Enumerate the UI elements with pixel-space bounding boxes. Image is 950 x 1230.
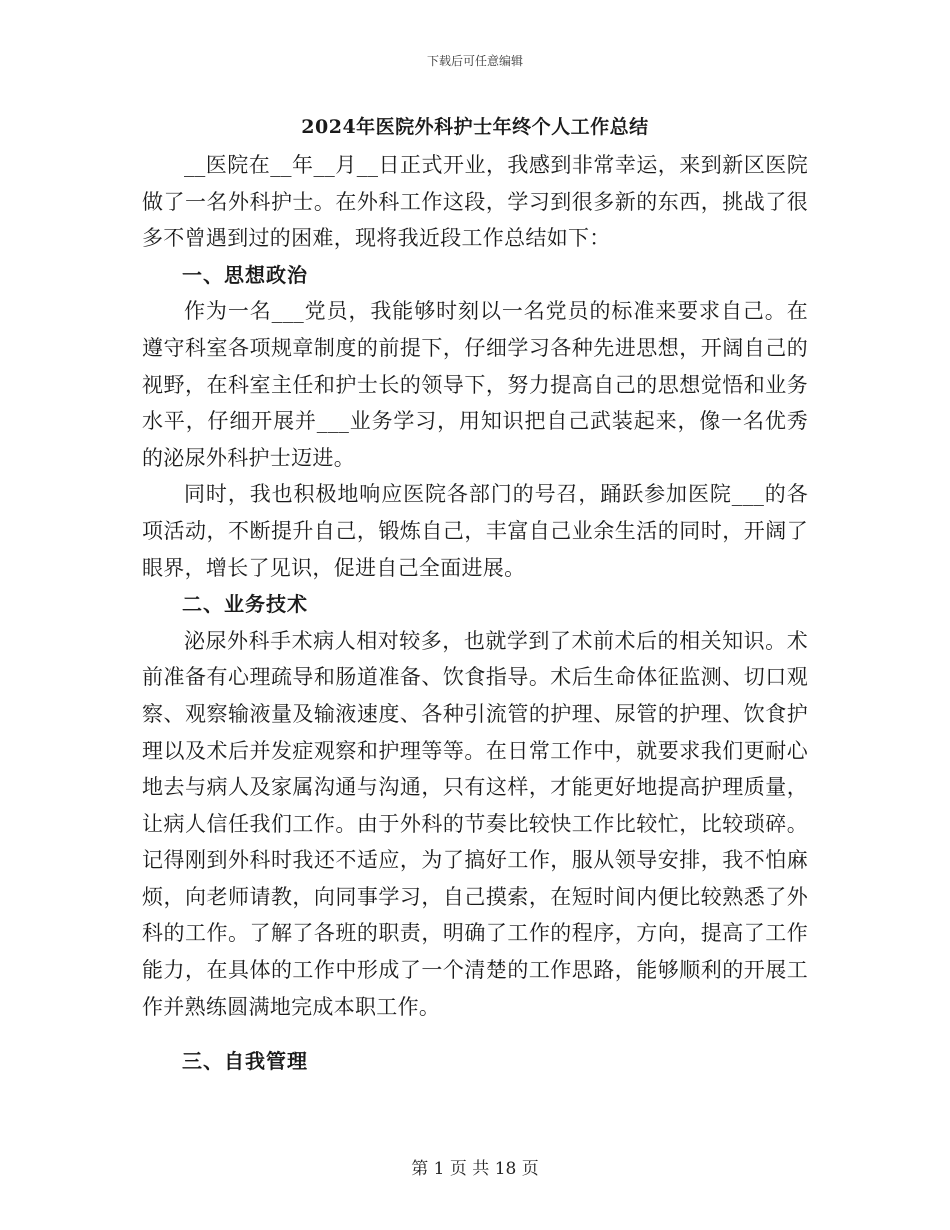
page-number-footer: 第 1 页 共 18 页 — [411, 1159, 539, 1179]
document-body — [142, 147, 808, 1080]
politics-paragraph-1: 作为一名___党员，我能够时刻以一名党员的标准来要求自己。在遵守科室各项规章制度的前提下，仔细学习各种先进思想，开阔自己的视野，在科室主任和护士长的领导下，努力提高自己的思想觉悟和业务水平，仔细开展并___业务学习，用知识把自己武装起来，像一名优秀的泌尿外科护士迈进。 — [142, 299, 808, 470]
section-heading-skills: 二、业务技术 — [182, 592, 308, 617]
intro-paragraph: __医院在__年__月__日正式开业，我感到非常幸运，来到新区医院做了一名外科护士。在外科工作这段，学习到很多新的东西，挑战了很多不曾遇到过的困难，现将我近段工作总结如下： — [142, 153, 808, 251]
page-header-note: 下载后可任意编辑 — [426, 54, 523, 68]
section-heading-self-management: 三、自我管理 — [182, 1049, 308, 1074]
section-heading-politics: 一、思想政治 — [182, 262, 308, 287]
document-title: 2024年医院外科护士年终个人工作总结 — [301, 116, 649, 138]
politics-paragraph-2: 同时，我也积极地响应医院各部门的号召，踊跃参加医院___的各项活动，不断提升自己，锻炼自己，丰富自己业余生活的同时，开阔了眼界，增长了见识，促进自己全面进展。 — [142, 482, 808, 580]
skills-paragraph-1: 泌尿外科手术病人相对较多，也就学到了术前术后的相关知识。术前准备有心理疏导和肠道准备、饮食指导。术后生命体征监测、切口观察、观察输液量及输液速度、各种引流管的护理、尿管的护理、饮食护理以及术后并发症观察和护理等等。在日常工作中，就要求我们更耐心地去与病人及家属沟通与沟通，只有这样，才能更好地提高护理质量，让病人信任我们工作。由于外科的节奏比较快工作比较忙，比较琐碎。记得刚到外科时我还不适应，为了搞好工作，服从领导安排，我不怕麻烦，向老师请教，向同事学习，自己摸索，在短时间内便比较熟悉了外科的工作。了解了各班的职责，明确了工作的程序，方向，提高了工作能力，在具体的工作中形成了一个清楚的工作思路，能够顺利的开展工作并熟练圆满地完成本职工作。 — [142, 628, 808, 1019]
